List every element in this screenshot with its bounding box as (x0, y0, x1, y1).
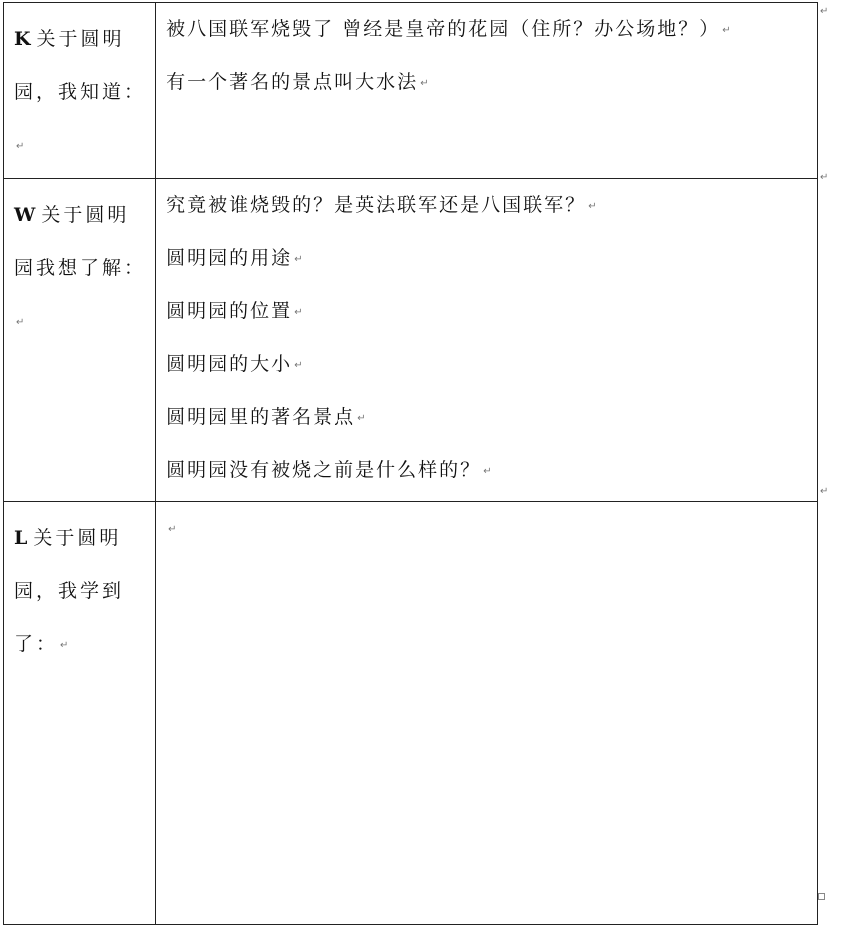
row-end-mark-icon: ↵ (820, 172, 829, 183)
learned-content-cell[interactable] (156, 502, 818, 925)
table-row-want (4, 179, 818, 502)
kwl-table (3, 2, 818, 925)
know-line: 被八国联军烧毁了 曾经是皇帝的花园（住所？办公场地？） ↵ (166, 3, 817, 56)
know-content-cell[interactable] (156, 3, 818, 179)
table-end-marker-icon (818, 893, 825, 900)
know-label-cell[interactable] (4, 3, 156, 179)
want-label-cell[interactable] (4, 179, 156, 502)
know-letter: K (14, 28, 31, 50)
paragraph-mark-icon: ↵ (722, 24, 731, 36)
want-line: 圆明园里的著名景点 ↵ (166, 391, 817, 444)
want-letter: W (14, 204, 36, 226)
paragraph-mark-icon: ↵ (168, 523, 177, 535)
paragraph-mark-icon: ↵ (420, 77, 429, 89)
learned-label-text: 关于圆明园，我学到了： (14, 527, 125, 655)
row-end-mark-icon: ↵ (820, 6, 829, 17)
paragraph-mark-icon: ↵ (16, 316, 25, 328)
want-line: 圆明园的用途 ↵ (166, 232, 817, 285)
table-row-learned (4, 502, 818, 925)
want-line: 究竟被谁烧毁的？是英法联军还是八国联军？ ↵ (166, 179, 817, 232)
know-line: 有一个著名的景点叫大水法 ↵ (166, 56, 817, 109)
learned-letter: L (14, 527, 28, 549)
paragraph-mark-icon: ↵ (294, 253, 303, 265)
table-row-know (4, 3, 818, 179)
want-line: 圆明园的大小 ↵ (166, 338, 817, 391)
paragraph-mark-icon: ↵ (294, 306, 303, 318)
know-label-text: 关于圆明园，我知道： (14, 28, 147, 103)
want-content-cell[interactable] (156, 179, 818, 502)
row-end-mark-icon: ↵ (820, 486, 829, 497)
paragraph-mark-icon: ↵ (60, 639, 69, 651)
want-label-text: 关于圆明园我想了解： (14, 204, 147, 279)
want-line: 圆明园的位置 ↵ (166, 285, 817, 338)
paragraph-mark-icon: ↵ (357, 412, 366, 424)
paragraph-mark-icon: ↵ (16, 140, 25, 152)
paragraph-mark-icon: ↵ (483, 465, 492, 477)
learned-empty-line (166, 502, 817, 555)
want-line: 圆明园没有被烧之前是什么样的？ ↵ (166, 444, 817, 497)
paragraph-mark-icon: ↵ (588, 200, 597, 212)
learned-label-cell[interactable] (4, 502, 156, 925)
paragraph-mark-icon: ↵ (294, 359, 303, 371)
